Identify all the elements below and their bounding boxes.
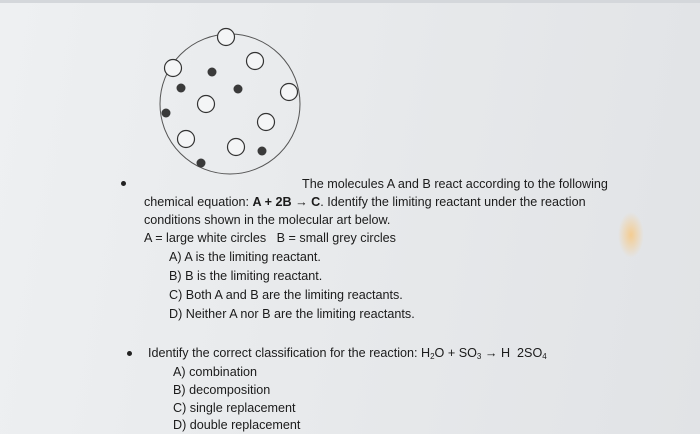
large-white-circle bbox=[281, 84, 298, 101]
question-1-intro: The molecules A and B react according to the following bbox=[302, 177, 608, 191]
subscript-2: 2 bbox=[430, 352, 435, 361]
large-white-circle bbox=[258, 114, 275, 131]
small-grey-circle bbox=[197, 159, 206, 168]
question-2-prompt bbox=[148, 345, 547, 362]
question-2-option-c[interactable]: C) single replacement bbox=[173, 401, 296, 415]
large-white-circle bbox=[198, 96, 215, 113]
subscript-3: 3 bbox=[476, 352, 482, 361]
small-grey-circle bbox=[177, 84, 186, 93]
small-grey-circle bbox=[162, 109, 171, 118]
question-1-equation-line bbox=[144, 194, 586, 211]
equation-prefix: chemical equation: bbox=[144, 195, 253, 209]
large-white-circle bbox=[247, 53, 264, 70]
small-grey-circle bbox=[208, 68, 217, 77]
large-white-circle bbox=[178, 131, 195, 148]
large-white-circle bbox=[228, 139, 245, 156]
subscript-4: 4 bbox=[542, 352, 547, 361]
bullet-question-1 bbox=[121, 181, 126, 186]
large-white-circle bbox=[218, 29, 235, 46]
question-1-option-a[interactable]: A) A is the limiting reactant. bbox=[169, 250, 321, 264]
question-1-option-c[interactable]: C) Both A and B are the limiting reactants. bbox=[169, 288, 403, 302]
question-2-option-d[interactable]: D) double replacement bbox=[173, 418, 301, 432]
question-1-line3: conditions shown in the molecular art below. bbox=[144, 213, 391, 227]
question-2-option-a[interactable]: A) combination bbox=[173, 365, 257, 379]
small-grey-circle bbox=[234, 85, 243, 94]
formula-part: O + SO bbox=[434, 346, 477, 360]
question-1-option-b[interactable]: B) B is the limiting reactant. bbox=[169, 269, 323, 283]
formula-part: → H 2SO bbox=[481, 346, 543, 360]
question-2-option-b[interactable]: B) decomposition bbox=[173, 383, 271, 397]
equation-suffix: . Identify the limiting reactant under the reaction bbox=[320, 195, 586, 209]
chemical-equation: A + 2B → C bbox=[252, 195, 321, 209]
prompt-text: Identify the correct classification for the reaction: H bbox=[148, 346, 431, 360]
small-grey-circle bbox=[258, 147, 267, 156]
question-1-option-d[interactable]: D) Neither A nor B are the limiting reactants. bbox=[169, 307, 415, 321]
question-1-legend: A = large white circles B = small grey circles bbox=[144, 231, 396, 245]
large-white-circle bbox=[165, 60, 182, 77]
bullet-question-2 bbox=[127, 351, 132, 356]
